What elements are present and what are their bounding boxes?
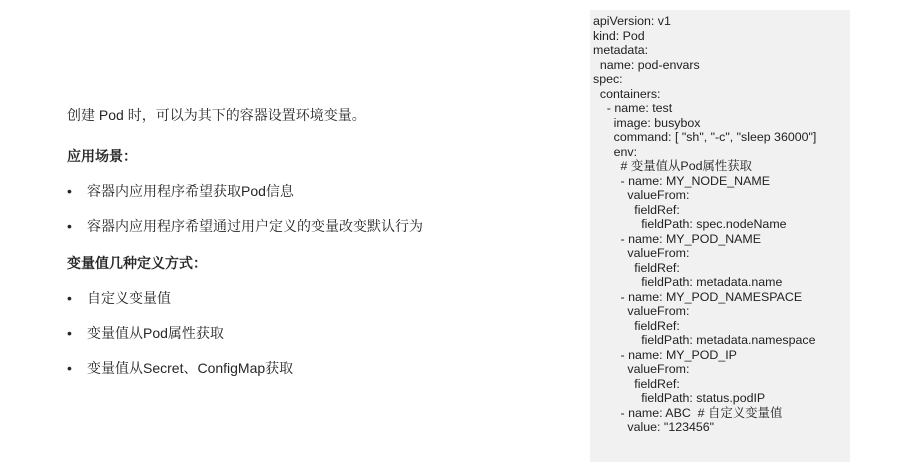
list-item	[67, 216, 423, 236]
code-line: valueFrom:	[593, 246, 690, 260]
code-line: image: busybox	[593, 115, 701, 130]
code-line: apiVersion: v1	[593, 14, 671, 28]
yaml-code-block	[590, 10, 850, 462]
code-line: fieldRef:	[593, 260, 680, 275]
list-item	[67, 358, 293, 378]
intro-text: 创建 Pod 时，可以为其下的容器设置环境变量。	[67, 107, 366, 123]
list-item-text: 容器内应用程序希望通过用户定义的变量改变默认行为	[87, 218, 423, 234]
code-line: fieldRef:	[593, 376, 680, 391]
code-line: containers:	[593, 86, 661, 101]
code-line: fieldPath: metadata.namespace	[593, 333, 816, 347]
code-line: env:	[593, 144, 638, 159]
list-item-text: 容器内应用程序希望获取Pod信息	[87, 183, 294, 199]
list-item-text: 自定义变量值	[87, 290, 171, 306]
code-line: name: pod-envars	[593, 57, 700, 72]
list-item	[67, 181, 294, 201]
section-heading-scenarios: 应用场景：	[67, 148, 137, 164]
bullet-icon: •	[67, 325, 72, 341]
bullet-icon: •	[67, 183, 72, 199]
code-line: fieldRef:	[593, 202, 680, 217]
code-line: command: [ "sh", "-c", "sleep 36000"]	[593, 130, 817, 144]
code-line: - name: MY_NODE_NAME	[593, 173, 770, 188]
code-line: - name: MY_POD_NAMESPACE	[593, 289, 803, 304]
bullet-icon: •	[67, 290, 72, 306]
code-line: fieldRef:	[593, 318, 680, 333]
code-line: value: "123456"	[593, 420, 715, 434]
code-line: fieldPath: spec.nodeName	[593, 217, 787, 231]
code-line: # 变量值从Pod属性获取	[593, 159, 753, 173]
list-item-text: 变量值从Pod属性获取	[87, 325, 224, 341]
list-item	[67, 323, 224, 343]
list-item	[67, 288, 171, 308]
list-item-text: 变量值从Secret、ConfigMap获取	[87, 360, 294, 376]
code-line: fieldPath: metadata.name	[593, 275, 783, 289]
code-line: metadata:	[593, 43, 649, 57]
section-heading-methods: 变量值几种定义方式：	[67, 255, 207, 271]
code-line: - name: MY_POD_NAME	[593, 231, 762, 246]
code-line: - name: ABC # 自定义变量值	[593, 405, 783, 420]
code-line: spec:	[593, 72, 623, 86]
bullet-icon: •	[67, 218, 72, 234]
code-line: - name: MY_POD_IP	[593, 347, 737, 362]
bullet-icon: •	[67, 360, 72, 376]
code-line: kind: Pod	[593, 28, 645, 43]
code-line: valueFrom:	[593, 362, 690, 376]
code-line: valueFrom:	[593, 304, 690, 318]
code-line: - name: test	[593, 101, 673, 115]
code-line: fieldPath: status.podIP	[593, 391, 766, 405]
code-line: valueFrom:	[593, 188, 690, 202]
